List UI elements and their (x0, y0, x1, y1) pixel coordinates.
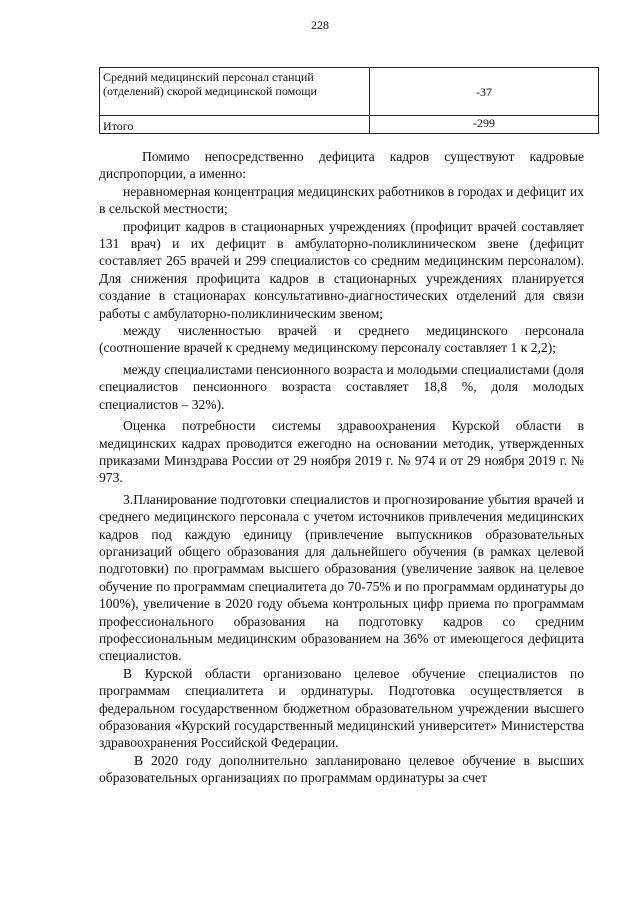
body-text (99, 148, 584, 787)
staffing-table (99, 67, 599, 134)
paragraph: между численностью врачей и среднего медицинского персонала (соотношение врачей к среднему медицинскому персоналу составляет 1 к 2,2); (99, 323, 584, 356)
paragraph: 3.Планирование подготовки специалистов и прогнозирование убытия врачей и среднего медицинского персонала с учетом источников привлечения медицинских кадров под каждую единицу (привлечение выпускников образовательных организаций общего образования для дальнейшего обучения (в рамках целевой подготовки) по программам высшего образования (увеличение заявок на целевое обучение по программам специалитета до 70-75% и по программам ординатуры до 100%), увеличение в 2020 году объема контрольных цифр приема по программам профессионального образования на подготовку кадров со средним профессиональным медицинским образованием на 36% от имеющегося дефицита специалистов. (99, 491, 584, 664)
paragraph: В 2020 году дополнительно запланировано целевое обучение в высших образовательных организациях по программам ординатуры за счет (99, 752, 584, 786)
paragraph: профицит кадров в стационарных учреждениях (профицит врачей составляет 131 врач) и их дефицит в амбулаторно-поликлиническом звене (дефицит составляет 265 врачей и 299 специалистов со средним медицинским персоналом). Для снижения профицита кадров в стационарных учреждениях планируется создание в стационарах консультативно-диагностических отделений для связи работы с амбулаторно-поликлиническим звеном; (99, 218, 584, 321)
table-cell-label: Средний медицинский персонал станций (отделений) скорой медицинской помощи (100, 68, 370, 116)
table-cell-label: Итого (100, 116, 370, 134)
table-cell-value: -37 (370, 68, 599, 116)
paragraph: Помимо непосредственно дефицита кадров существуют кадровые диспропорции, а именно: (99, 149, 584, 182)
paragraph: В Курской области организовано целевое обучение специалистов по программам специалитета и ординатуры. Подготовка осуществляется в федеральном государственном бюджетном образовательном учреждении высшего образования «Курский государственный медицинский университет» Министерства здравоохранения Российской Федерации. (99, 665, 584, 751)
table-row (100, 116, 599, 134)
paragraph: неравномерная концентрация медицинских работников в городах и дефицит их в сельской местности; (99, 183, 584, 217)
paragraph: между специалистами пенсионного возраста и молодыми специалистами (доля специалистов пенсионного возраста составляет 18,8 %, доля молодых специалистов – 32%). (99, 361, 584, 412)
paragraph: Оценка потребности системы здравоохранения Курской области в медицинских кадрах проводится ежегодно на основании методик, утвержденных приказами Минздрава России от 29 ноября 2019 г. № 974 и от 29 ноября 2019 г. № 973. (99, 418, 584, 486)
table-row (100, 68, 599, 116)
table-cell-value: -299 (370, 116, 599, 134)
page-number: 228 (311, 18, 329, 32)
